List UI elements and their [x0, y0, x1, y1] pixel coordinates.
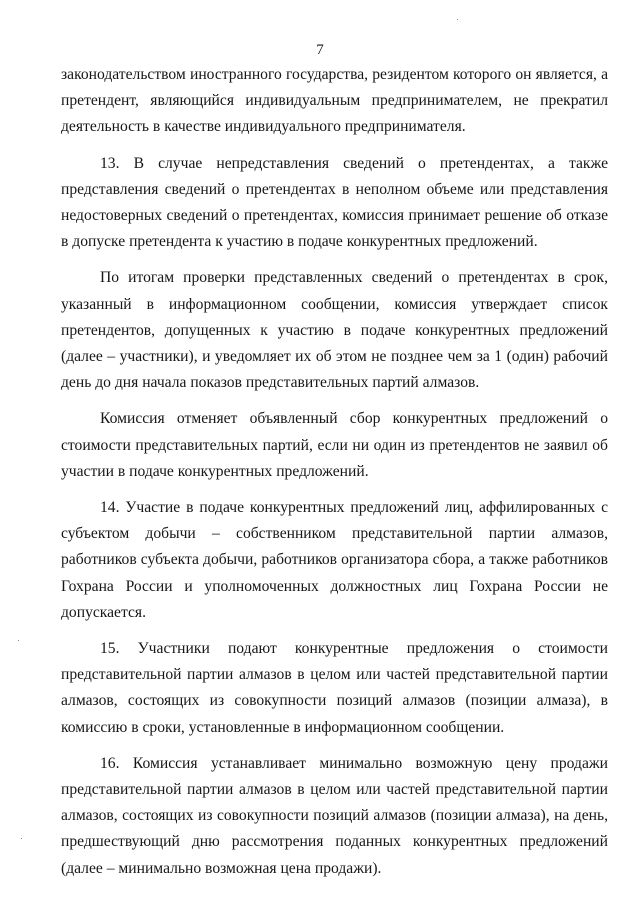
document-body: [61, 62, 608, 892]
paragraph-commission-cancels: Комиссия отменяет объявленный сбор конкурентных предложений о стоимости представительных партий, если ни один из претендентов не заявил об участии в подаче конкурентных предложений.: [61, 410, 608, 480]
scan-speck: [457, 19, 458, 20]
paragraph-participants-list: По итогам проверки представленных сведений о претендентах в срок, указанный в информационном сообщении, комиссия утверждает список претендентов, допущенных к участию в подаче конкурентных предложений (далее – участники), и уведомляет их об этом не позднее чем за 1 (один) рабочий день до дня начала показов представительных партий алмазов.: [61, 269, 608, 392]
paragraph-item-16: 16. Комиссия устанавливает минимально возможную цену продажи представительной партии алмазов в целом или частей представительной партии алмазов, состоящих из совокупности позиций алмазов (позиции алмаза), на день, предшествующий дню рассмотрения поданных конкурентных предложений (далее – минимально возможная цена продажи).: [61, 754, 608, 877]
scan-speck: [18, 640, 19, 641]
paragraph-item-14: 14. Участие в подаче конкурентных предложений лиц, аффилированных с субъектом добычи – собственником представительной партии алмазов, работников субъекта добычи, работников организатора сбора, а также работников Гохрана России и уполномоченных должностных лиц Гохрана России не допускается.: [61, 499, 608, 621]
paragraph-continuation: законодательством иностранного государства, резидентом которого он является, а претендент, являющийся индивидуальным предпринимателем, не прекратил деятельность в качестве индивидуального предпринимателя.: [61, 66, 608, 136]
page-number: 7: [316, 42, 324, 58]
scan-speck: [21, 838, 22, 839]
paragraph-item-13: 13. В случае непредставления сведений о претендентах, а также представления сведений о претендентах в неполном объеме или представления недостоверных сведений о претендентах, комиссия принимает решение об отказе в допуске претендента к участию в подаче конкурентных предложений.: [61, 154, 608, 251]
paragraph-item-15: 15. Участники подают конкурентные предложения о стоимости представительной партии алмазов в целом или частей представительной партии алмазов, состоящих из совокупности позиций алмазов (позиции алмаза), в комиссию в сроки, установленные в информационном сообщении.: [61, 640, 608, 736]
